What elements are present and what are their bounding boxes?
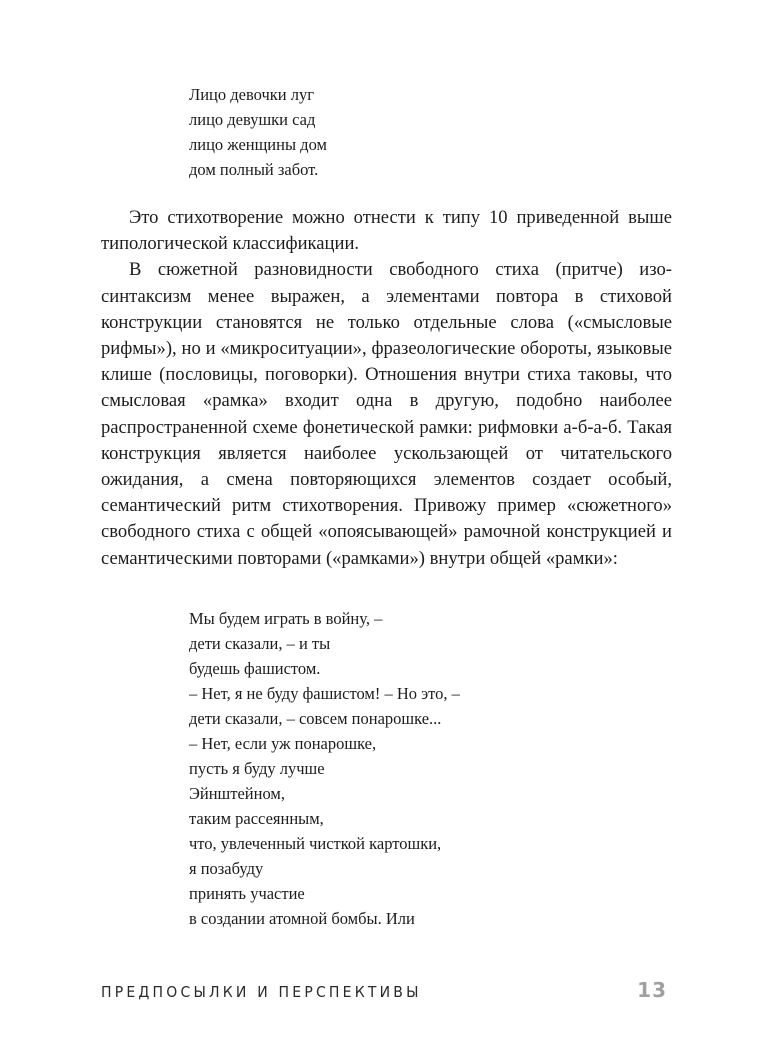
poem-excerpt-2 xyxy=(189,606,460,931)
poem-line: Эйнштейном, xyxy=(189,784,285,803)
poem-line: лицо женщины дом xyxy=(189,135,327,154)
poem-line: – Нет, я не буду фашистом! – Но это, – xyxy=(189,684,460,703)
paragraph: В сюжетной разновидности свободного стиха (притче) изосинтаксизм менее выражен, а элементами повтора в стиховой конструкции становятся не только отдельные слова («смысловые рифмы»), но и «микроситуации», фразеологические обороты, языковые клише (пословицы, поговорки). Отношения внутри стиха таковы, что смысловая «рамка» входит одна в другую, подобно наиболее распространенной схеме фонетической рамки: рифмовки а-б-а-б. Такая конструкция является наиболее ускользающей от читательского ожидания, а смена повторяющихся элементов создает особый, семантический ритм стихотворения. Привожу пример «сюжетного» свободного стиха с общей «опоясывающей» рамочной конструкцией и семантическими повторами («рамками») внутри общей «рамки»: xyxy=(101,259,672,569)
poem-line: Мы будем играть в войну, – xyxy=(189,609,383,628)
running-title: ПРЕДПОСЫЛКИ И ПЕРСПЕКТИВЫ xyxy=(101,984,422,1002)
poem-line: дом полный забот. xyxy=(189,160,319,179)
page-number: 13 xyxy=(637,978,667,1002)
poem-line: принять участие xyxy=(189,884,305,903)
poem-line: лицо девушки сад xyxy=(189,110,316,129)
poem-line: будешь фашистом. xyxy=(189,659,321,678)
poem-line: таким рассеянным, xyxy=(189,809,324,828)
poem-line: что, увлеченный чисткой картошки, xyxy=(189,834,442,853)
poem-line: – Нет, если уж понарошке, xyxy=(189,734,377,753)
poem-line: дети сказали, – и ты xyxy=(189,634,331,653)
poem-line: в создании атомной бомбы. Или xyxy=(189,909,415,928)
poem-excerpt-1 xyxy=(189,82,327,182)
paragraph: Это стихотворение можно отнести к типу 10 приведенной выше типологической классификации. xyxy=(101,207,672,255)
poem-line: Лицо девочки луг xyxy=(189,85,314,104)
poem-line: пусть я буду лучше xyxy=(189,759,325,778)
poem-line: дети сказали, – совсем понарошке... xyxy=(189,709,442,728)
body-text xyxy=(101,205,672,572)
poem-line: я позабуду xyxy=(189,859,264,878)
